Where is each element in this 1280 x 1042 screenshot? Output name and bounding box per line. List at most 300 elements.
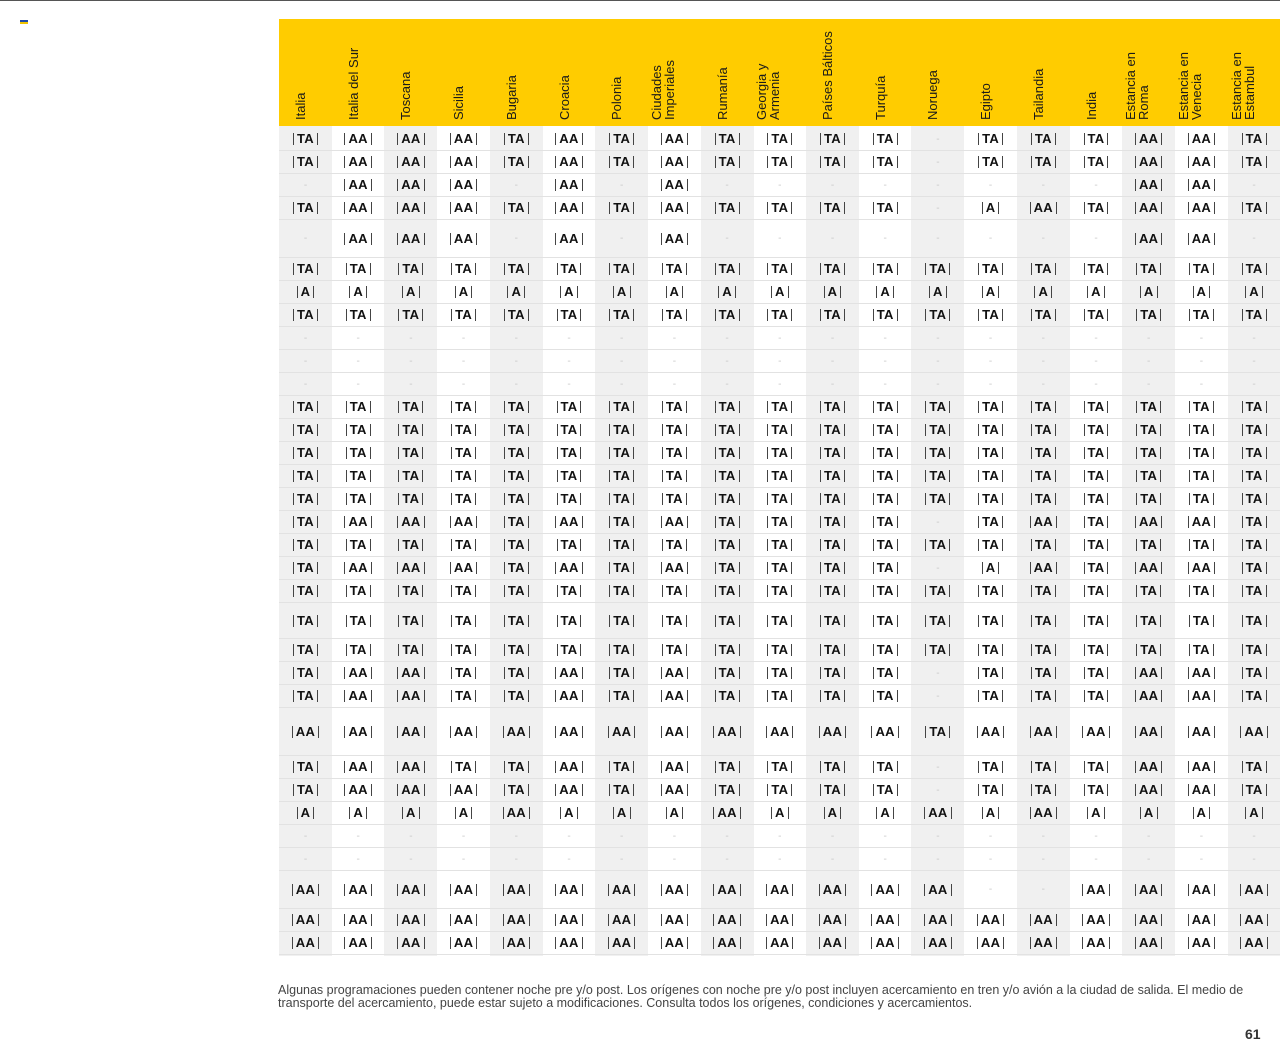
table-cell	[806, 511, 859, 533]
transport-code-badge: TA	[873, 202, 898, 214]
transport-code-badge: TA	[398, 644, 423, 656]
empty-cell-dash: -	[672, 355, 677, 367]
transport-code-badge: AA	[1188, 202, 1215, 214]
transport-code-badge: TA	[1189, 585, 1214, 597]
transport-code-badge: TA	[1084, 447, 1109, 459]
table-cell	[1175, 350, 1228, 372]
table-cell	[279, 756, 332, 778]
transport-code-badge: TA	[346, 263, 371, 275]
empty-cell-dash: -	[1199, 332, 1204, 344]
transport-code-badge: TA	[1189, 470, 1214, 482]
table-cell	[384, 825, 437, 847]
transport-code-badge: AA	[555, 726, 582, 738]
table-cell	[648, 488, 701, 510]
transport-code-badge: TA	[504, 263, 529, 275]
table-cell	[595, 396, 648, 418]
transport-code-badge: TA	[1242, 690, 1267, 702]
table-row	[279, 534, 1280, 557]
table-row	[279, 488, 1280, 511]
empty-cell-dash: -	[936, 761, 940, 773]
transport-code-badge: TA	[609, 401, 634, 413]
transport-code-badge: AA	[344, 667, 371, 679]
empty-cell-dash: -	[936, 667, 940, 679]
transport-code-badge: TA	[1242, 539, 1267, 551]
table-cell	[1228, 197, 1280, 219]
table-cell	[595, 151, 648, 173]
empty-cell-dash: -	[883, 332, 887, 344]
transport-code-badge: TA	[293, 644, 318, 656]
table-cell	[1175, 708, 1228, 755]
empty-cell-dash: -	[514, 378, 518, 390]
transport-code-badge: AA	[661, 726, 688, 738]
transport-code-badge: AA	[1135, 562, 1162, 574]
table-cell	[1122, 932, 1175, 954]
transport-code-badge: AA	[450, 937, 477, 949]
empty-cell-dash: -	[1041, 233, 1045, 244]
table-cell	[1070, 151, 1123, 173]
transport-code-badge: TA	[346, 447, 371, 459]
destination-header	[1175, 19, 1228, 126]
transport-code-badge: A	[402, 286, 420, 298]
table-row	[279, 871, 1280, 909]
transport-code-badge: TA	[767, 690, 792, 702]
table-cell	[753, 909, 806, 931]
transport-code-badge: TA	[1031, 309, 1056, 321]
transport-code-badge: AA	[555, 133, 582, 145]
transport-code-badge: TA	[398, 539, 423, 551]
table-cell	[384, 327, 437, 349]
transport-code-badge: TA	[767, 202, 792, 214]
destination-header	[1017, 19, 1070, 126]
table-cell	[384, 419, 437, 441]
table-row	[279, 442, 1280, 465]
transport-code-badge: TA	[767, 156, 792, 168]
transport-code-badge: TA	[662, 263, 687, 275]
transport-code-badge: TA	[504, 447, 529, 459]
transport-code-badge: AA	[397, 667, 424, 679]
transport-code-badge: TA	[346, 309, 371, 321]
table-cell	[332, 639, 385, 661]
table-cell	[595, 662, 648, 684]
table-cell	[753, 174, 806, 196]
table-cell	[279, 534, 332, 556]
table-cell	[543, 220, 596, 257]
empty-cell-dash: -	[672, 853, 677, 865]
transport-code-badge: AA	[977, 914, 1004, 926]
table-cell	[1175, 373, 1228, 395]
destination-header	[595, 19, 648, 126]
table-cell	[753, 465, 806, 487]
transport-code-badge: TA	[451, 690, 476, 702]
transport-code-badge: TA	[293, 309, 318, 321]
table-cell	[701, 639, 754, 661]
table-cell	[279, 419, 332, 441]
table-cell	[490, 825, 543, 847]
transport-code-badge: TA	[662, 401, 687, 413]
table-cell	[384, 281, 437, 303]
transport-code-badge: TA	[1031, 644, 1056, 656]
table-cell	[490, 511, 543, 533]
table-cell	[964, 756, 1017, 778]
transport-code-badge: TA	[767, 309, 792, 321]
table-cell	[701, 151, 754, 173]
table-cell	[911, 534, 964, 556]
transport-code-badge: AA	[450, 233, 477, 245]
table-cell	[1122, 848, 1175, 870]
transport-code-badge: AA	[344, 690, 371, 702]
table-cell	[964, 708, 1017, 755]
transport-code-badge: TA	[1084, 615, 1109, 627]
table-cell	[595, 373, 648, 395]
table-cell	[279, 128, 332, 150]
transport-code-badge: TA	[609, 493, 634, 505]
transport-code-badge: TA	[293, 516, 318, 528]
table-cell	[490, 871, 543, 908]
table-cell	[595, 848, 648, 870]
table-cell	[859, 465, 912, 487]
empty-cell-dash: -	[409, 355, 413, 367]
table-cell	[332, 174, 385, 196]
table-cell	[279, 442, 332, 464]
table-cell	[543, 350, 596, 372]
table-cell	[701, 932, 754, 954]
transport-code-badge: TA	[1136, 615, 1161, 627]
table-cell	[437, 174, 490, 196]
table-cell	[1175, 511, 1228, 533]
table-cell	[806, 373, 859, 395]
table-cell	[806, 932, 859, 954]
table-cell	[701, 220, 754, 257]
transport-code-badge: TA	[662, 424, 687, 436]
table-cell	[490, 197, 543, 219]
table-cell	[1017, 373, 1070, 395]
table-cell	[911, 685, 964, 707]
table-row	[279, 557, 1280, 580]
transport-code-badge: TA	[978, 309, 1003, 321]
transport-code-badge: TA	[715, 493, 740, 505]
table-cell	[384, 396, 437, 418]
table-cell	[543, 488, 596, 510]
table-cell	[1017, 534, 1070, 556]
table-cell	[753, 151, 806, 173]
table-cell	[437, 779, 490, 801]
table-cell	[1017, 197, 1070, 219]
transport-code-badge: TA	[925, 447, 950, 459]
table-cell	[911, 848, 964, 870]
empty-cell-dash: -	[988, 355, 993, 367]
transport-code-badge: TA	[873, 690, 898, 702]
table-cell	[648, 350, 701, 372]
table-cell	[595, 871, 648, 908]
table-cell	[1175, 419, 1228, 441]
transport-code-badge: AA	[1188, 690, 1215, 702]
empty-cell-dash: -	[988, 179, 993, 191]
table-cell	[384, 779, 437, 801]
table-cell	[437, 465, 490, 487]
table-cell	[332, 825, 385, 847]
empty-cell-dash: -	[303, 853, 308, 865]
empty-cell-dash: -	[1094, 378, 1098, 390]
empty-cell-dash: -	[356, 332, 360, 344]
table-cell	[859, 557, 912, 579]
transport-code-badge: TA	[346, 493, 371, 505]
transport-code-badge: AA	[1135, 156, 1162, 168]
table-cell	[279, 350, 332, 372]
transport-code-badge: TA	[1031, 784, 1056, 796]
destination-label: Italia	[293, 92, 308, 120]
transport-code-badge: A	[876, 286, 894, 298]
transport-code-badge: AA	[503, 884, 530, 896]
table-cell	[1122, 304, 1175, 326]
transport-code-badge: AA	[450, 133, 477, 145]
table-cell	[543, 603, 596, 638]
transport-code-badge: A	[1193, 807, 1211, 819]
transport-code-badge: AA	[661, 761, 688, 773]
transport-code-badge: TA	[451, 309, 476, 321]
table-cell	[1175, 662, 1228, 684]
table-cell	[964, 174, 1017, 196]
transport-code-badge: AA	[397, 179, 424, 191]
transport-code-badge: TA	[609, 562, 634, 574]
table-cell	[1122, 662, 1175, 684]
transport-code-badge: AA	[608, 937, 635, 949]
table-cell	[648, 396, 701, 418]
transport-code-badge: AA	[292, 937, 319, 949]
table-cell	[1070, 708, 1123, 755]
table-cell	[490, 281, 543, 303]
table-cell	[1228, 304, 1280, 326]
table-cell	[595, 825, 648, 847]
table-cell	[859, 350, 912, 372]
transport-code-badge: AA	[1135, 761, 1162, 773]
table-cell	[595, 639, 648, 661]
table-cell	[1175, 465, 1228, 487]
table-cell	[543, 442, 596, 464]
transport-code-badge: TA	[1084, 156, 1109, 168]
transport-code-badge: TA	[767, 784, 792, 796]
transport-code-badge: TA	[925, 493, 950, 505]
transport-code-badge: TA	[1031, 470, 1056, 482]
table-cell	[964, 802, 1017, 824]
empty-cell-dash: -	[567, 378, 571, 390]
table-cell	[806, 220, 859, 257]
transport-code-badge: AA	[661, 133, 688, 145]
transport-code-badge: AA	[344, 726, 371, 738]
table-cell	[701, 779, 754, 801]
table-cell	[648, 534, 701, 556]
table-cell	[437, 373, 490, 395]
transport-code-badge: TA	[925, 539, 950, 551]
transport-code-badge: AA	[1030, 937, 1057, 949]
table-cell	[543, 281, 596, 303]
transport-code-badge: TA	[1084, 470, 1109, 482]
table-cell	[1228, 327, 1280, 349]
table-cell	[911, 419, 964, 441]
table-cell	[1228, 708, 1280, 755]
table-cell	[806, 151, 859, 173]
table-cell	[543, 708, 596, 755]
empty-cell-dash: -	[988, 378, 993, 390]
transport-code-badge: TA	[925, 263, 950, 275]
table-cell	[806, 557, 859, 579]
transport-code-badge: TA	[820, 202, 845, 214]
transport-code-badge: TA	[978, 516, 1003, 528]
table-cell	[753, 488, 806, 510]
transport-code-badge: AA	[661, 516, 688, 528]
empty-cell-dash: -	[936, 332, 940, 344]
table-cell	[1228, 756, 1280, 778]
transport-code-badge: AA	[661, 233, 688, 245]
table-cell	[1228, 848, 1280, 870]
transport-code-badge: AA	[555, 937, 582, 949]
empty-cell-dash: -	[303, 830, 308, 842]
table-cell	[332, 802, 385, 824]
destination-header	[753, 19, 806, 126]
table-cell	[1122, 128, 1175, 150]
transport-code-badge: TA	[451, 761, 476, 773]
table-cell	[911, 932, 964, 954]
empty-cell-dash: -	[620, 332, 624, 344]
transport-code-badge: TA	[978, 585, 1003, 597]
table-cell	[753, 756, 806, 778]
table-cell	[964, 580, 1017, 602]
empty-cell-dash: -	[1041, 332, 1045, 344]
destination-header	[1122, 19, 1175, 126]
empty-cell-dash: -	[409, 853, 413, 865]
table-cell	[279, 174, 332, 196]
table-cell	[806, 708, 859, 755]
transport-code-badge: A	[402, 807, 420, 819]
empty-cell-dash: -	[1147, 332, 1151, 344]
transport-code-badge: TA	[451, 615, 476, 627]
transport-code-badge: TA	[873, 516, 898, 528]
table-cell	[1017, 511, 1070, 533]
table-cell	[543, 802, 596, 824]
transport-code-badge: TA	[978, 401, 1003, 413]
table-cell	[1122, 909, 1175, 931]
transport-code-badge: TA	[557, 585, 582, 597]
transport-code-badge: TA	[1084, 309, 1109, 321]
table-cell	[806, 662, 859, 684]
table-cell	[911, 708, 964, 755]
table-cell	[753, 511, 806, 533]
transport-code-badge: AA	[819, 914, 846, 926]
table-cell	[964, 639, 1017, 661]
destination-label: Estancia en Estambul	[1228, 52, 1257, 120]
transport-code-badge: A	[613, 286, 631, 298]
transport-code-badge: TA	[504, 493, 529, 505]
table-cell	[279, 603, 332, 638]
table-cell	[701, 685, 754, 707]
table-cell	[911, 825, 964, 847]
table-cell	[911, 603, 964, 638]
transport-code-badge: TA	[767, 263, 792, 275]
transport-code-badge: TA	[293, 784, 318, 796]
table-row	[279, 396, 1280, 419]
transport-code-badge: AA	[608, 726, 635, 738]
table-cell	[437, 685, 490, 707]
transport-code-badge: TA	[293, 761, 318, 773]
table-cell	[1122, 639, 1175, 661]
table-cell	[279, 151, 332, 173]
transport-code-badge: A	[1193, 286, 1211, 298]
table-cell	[1175, 258, 1228, 280]
table-cell	[543, 825, 596, 847]
empty-cell-dash: -	[1252, 355, 1256, 367]
transport-code-badge: TA	[504, 562, 529, 574]
table-cell	[701, 603, 754, 638]
transport-code-badge: AA	[344, 202, 371, 214]
transport-code-badge: TA	[1189, 424, 1214, 436]
table-cell	[1070, 258, 1123, 280]
table-cell	[543, 779, 596, 801]
table-cell	[1017, 220, 1070, 257]
transport-code-badge: AA	[1030, 914, 1057, 926]
table-cell	[1228, 258, 1280, 280]
table-cell	[1175, 151, 1228, 173]
destination-label: Polonia	[609, 76, 625, 120]
table-cell	[543, 373, 596, 395]
table-cell	[859, 662, 912, 684]
transport-code-badge: TA	[609, 309, 634, 321]
destination-label: Toscana	[398, 71, 414, 120]
transport-code-badge: TA	[293, 133, 318, 145]
table-row	[279, 281, 1280, 304]
table-cell	[859, 128, 912, 150]
table-row	[279, 511, 1280, 534]
table-cell	[806, 327, 859, 349]
table-cell	[1017, 639, 1070, 661]
transport-code-badge: AA	[1082, 937, 1109, 949]
table-cell	[1122, 281, 1175, 303]
transport-code-badge: TA	[1084, 401, 1109, 413]
table-cell	[543, 685, 596, 707]
table-cell	[384, 685, 437, 707]
transport-code-badge: AA	[397, 133, 424, 145]
table-cell	[595, 465, 648, 487]
transport-code-badge: AA	[503, 726, 530, 738]
transport-code-badge: TA	[873, 585, 898, 597]
empty-cell-dash: -	[1041, 853, 1045, 865]
table-cell	[701, 488, 754, 510]
transport-code-badge: TA	[609, 133, 634, 145]
transport-code-badge: TA	[1136, 585, 1161, 597]
table-cell	[490, 802, 543, 824]
transport-code-badge: TA	[609, 585, 634, 597]
table-cell	[332, 685, 385, 707]
transport-code-badge: TA	[398, 470, 423, 482]
table-row	[279, 373, 1280, 396]
transport-code-badge: TA	[557, 401, 582, 413]
table-cell	[490, 580, 543, 602]
transport-code-badge: AA	[344, 884, 371, 896]
destination-header	[648, 19, 701, 126]
transport-code-badge: TA	[504, 470, 529, 482]
table-cell	[859, 603, 912, 638]
empty-cell-dash: -	[778, 179, 782, 191]
table-cell	[437, 197, 490, 219]
transport-code-badge: AA	[397, 156, 424, 168]
transport-code-badge: AA	[1188, 784, 1215, 796]
empty-cell-dash: -	[725, 332, 729, 344]
empty-cell-dash: -	[778, 830, 782, 842]
transport-code-badge: TA	[1031, 585, 1056, 597]
destination-label: Bugaria	[503, 75, 519, 120]
empty-cell-dash: -	[1199, 355, 1204, 367]
table-cell	[1070, 639, 1123, 661]
destination-header	[911, 19, 964, 126]
empty-cell-dash: -	[1252, 233, 1256, 244]
